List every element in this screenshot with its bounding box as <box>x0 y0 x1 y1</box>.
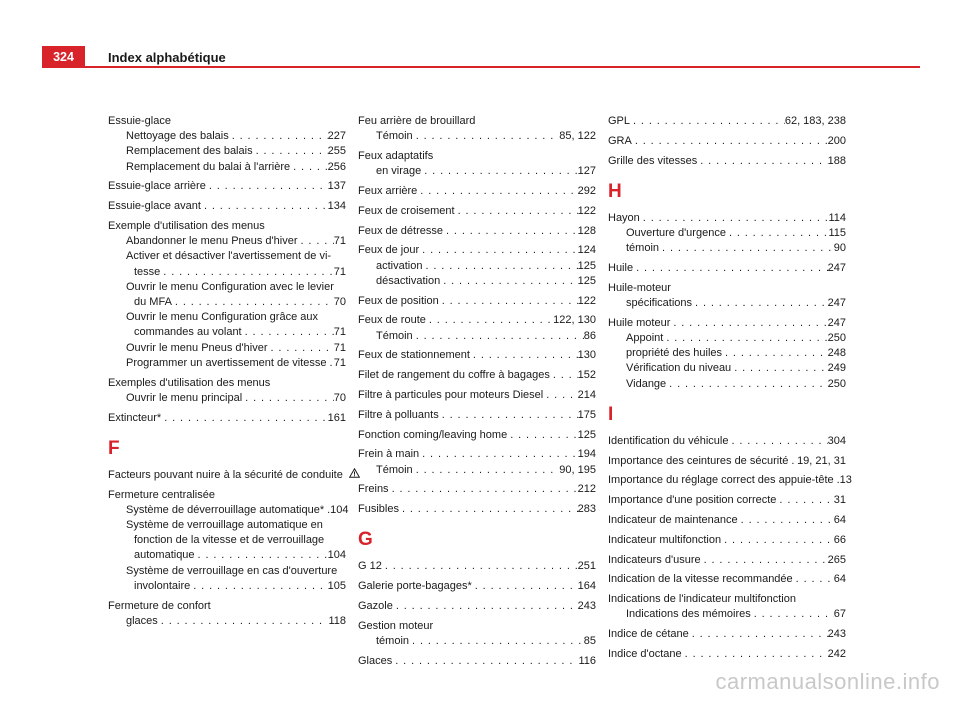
index-entry[interactable]: Hayon . . . 114 <box>608 211 846 226</box>
page-ref: 247 <box>827 297 846 309</box>
page-ref: 116 <box>578 654 596 667</box>
page-ref: 251 <box>577 560 596 573</box>
index-entry: Feux adaptatifs <box>358 150 434 162</box>
index-entry[interactable]: Indice de cétane . . . 243 <box>608 627 846 642</box>
page-ref: 250 <box>827 332 846 344</box>
page-ref: 90, 195 <box>559 463 596 476</box>
index-entry[interactable]: Essuie-glace arrière . . . 137 <box>108 179 346 194</box>
index-entry: Huile-moteur <box>608 281 671 294</box>
index-entry[interactable]: Importance des ceintures de sécurité . . . 19, 21, 31 <box>608 454 846 469</box>
page-ref: 247 <box>827 262 846 274</box>
page-ref: 256 <box>327 160 346 173</box>
index-entry[interactable]: Facteurs pouvant nuire à la sécurité de conduite <box>108 468 346 483</box>
index-entry[interactable]: Indicateur multifonction . . . 66 <box>608 533 846 548</box>
page-ref: 64 <box>833 514 846 526</box>
index-entry[interactable]: Grille des vitesses . . . 188 <box>608 154 846 169</box>
page-ref: 122 <box>577 204 596 217</box>
page-ref: 104 <box>327 549 346 562</box>
section-letter-i: I <box>608 403 614 425</box>
index-subentry[interactable]: Nettoyage des balais . . . 227 <box>108 129 346 144</box>
page-ref: 243 <box>577 599 596 612</box>
index-subentry[interactable]: Système de verrouillage en cas d'ouverture involontaire . . . 105 <box>108 564 346 594</box>
index-entry[interactable]: Glaces . . . 116 <box>358 654 596 669</box>
index-subentry[interactable]: Appoint . . . 250 <box>608 331 846 346</box>
index-entry[interactable]: Fusibles . . . 283 <box>358 502 596 517</box>
index-entry[interactable]: Feux de croisement . . . 122 <box>358 204 596 219</box>
page-ref: 164 <box>577 580 596 593</box>
page-ref: 85, 122 <box>559 130 596 143</box>
page-ref: 161 <box>327 411 346 424</box>
index-subentry[interactable]: propriété des huiles . . . 248 <box>608 346 846 361</box>
index-entry[interactable]: Indice d'octane . . . 242 <box>608 647 846 662</box>
index-column-2 <box>358 114 596 669</box>
index-subentry[interactable]: Programmer un avertissement de vitesse . . . 71 <box>108 356 346 371</box>
page-ref: 67 <box>833 608 846 621</box>
page-number: 324 <box>42 46 85 68</box>
section-letter-f: F <box>108 437 120 459</box>
page-ref: 114 <box>828 211 846 224</box>
page-ref: 31 <box>833 494 846 507</box>
index-subentry[interactable]: Système de verrouillage automatique en fonction de la vitesse et de verrouillage automatique . . . 104 <box>108 518 346 564</box>
page-ref: 104 <box>330 503 349 516</box>
page-ref: 90 <box>833 242 846 255</box>
index-subentry[interactable]: Remplacement des balais . . . 255 <box>108 144 346 159</box>
index-entry[interactable]: Feux de stationnement . . . 130 <box>358 348 596 363</box>
page-header <box>0 0 960 68</box>
page-ref: 194 <box>577 448 596 461</box>
page-ref: 125 <box>577 259 596 272</box>
index-entry[interactable]: Feux de route . . . 122, 130 <box>358 313 596 328</box>
index-entry[interactable]: Feux de détresse . . . 128 <box>358 224 596 239</box>
page-ref: 127 <box>577 165 596 178</box>
index-entry: Gestion moteur <box>358 619 434 632</box>
page-ref: 71 <box>333 326 346 339</box>
page-ref: 283 <box>577 503 596 516</box>
index-subentry[interactable]: en virage . . . 127 <box>358 164 596 179</box>
index-entry[interactable]: Filet de rangement du coffre à bagages . . . 152 <box>358 368 596 383</box>
index-entry[interactable]: Identification du véhicule . . . 304 <box>608 434 846 449</box>
index-subentry[interactable]: désactivation . . . 125 <box>358 274 596 289</box>
index-entry[interactable]: Indicateurs d'usure . . . 265 <box>608 553 846 568</box>
index-entry: Exemple d'utilisation des menus <box>108 220 265 232</box>
page-ref: 130 <box>577 349 596 362</box>
page-ref: 105 <box>327 579 346 592</box>
index-subentry[interactable]: Système de déverrouillage automatique* . . . 104 <box>108 503 346 518</box>
page-ref: 292 <box>577 185 596 197</box>
page-ref: 71 <box>333 235 346 248</box>
page-ref: 70 <box>333 391 346 404</box>
index-entry: Fermeture centralisée <box>108 488 215 501</box>
index-entry[interactable]: Extincteur* . . . 161 <box>108 411 346 426</box>
watermark: carmanualsonline.info <box>715 669 940 694</box>
page-ref: 124 <box>577 244 596 257</box>
index-subentry[interactable]: Ouvrir le menu principal . . . 70 <box>108 391 346 406</box>
page-ref: 212 <box>577 483 596 496</box>
page-ref: 85 <box>583 634 596 647</box>
section-letter-g: G <box>358 529 373 551</box>
index-subentry[interactable]: Remplacement du balai à l'arrière . . . 256 <box>108 160 346 175</box>
index-subentry[interactable]: Ouvrir le menu Pneus d'hiver . . . 71 <box>108 341 346 356</box>
page-ref: 115 <box>828 227 846 239</box>
page-title: Index alphabétique <box>108 50 226 65</box>
page-ref: 62, 183, 238 <box>784 115 846 127</box>
index-entry[interactable]: GRA . . . 200 <box>608 134 846 149</box>
page-ref: 137 <box>327 180 346 193</box>
index-entry[interactable]: Huile moteur . . . 247 <box>608 316 846 331</box>
index-column-1 <box>108 114 349 629</box>
page-ref: 128 <box>577 224 596 237</box>
page-ref: 188 <box>827 154 846 167</box>
index-subentry[interactable]: Ouvrir le menu Configuration avec le levier du MFA . . . 70 <box>108 280 346 310</box>
page-ref: 247 <box>827 316 846 329</box>
page-ref: 125 <box>577 274 596 287</box>
page-ref: 250 <box>827 377 846 390</box>
index-subentry[interactable]: Ouvrir le menu Configuration grâce aux commandes au volant . . . 71 <box>108 310 346 340</box>
index-entry[interactable]: GPL . . . 62, 183, 238 <box>608 114 846 129</box>
index-subentry[interactable]: Activer et désactiver l'avertissement de vi- tesse . . . 71 <box>108 249 346 279</box>
index-entry: Exemples d'utilisation des menus <box>108 376 271 389</box>
header-rule <box>85 66 920 68</box>
page-ref: 242 <box>827 647 846 660</box>
page-ref: 71 <box>333 265 346 278</box>
index-entry[interactable]: Fonction coming/leaving home . . . 125 <box>358 428 596 443</box>
page-ref: 71 <box>333 356 346 369</box>
page-ref: 243 <box>827 628 846 641</box>
index-subentry[interactable]: glaces . . . 118 <box>108 614 346 629</box>
index-column-3 <box>608 114 852 662</box>
index-entry: Feu arrière de brouillard <box>358 115 476 127</box>
page-ref: 118 <box>328 614 346 627</box>
index-entry[interactable]: Importance d'une position correcte . . . 31 <box>608 493 846 508</box>
index-entry[interactable]: Frein à main . . . 194 <box>358 447 596 462</box>
index-entry: Indications de l'indicateur multifonction <box>608 593 796 606</box>
index-subentry[interactable]: Vérification du niveau . . . 249 <box>608 361 846 376</box>
index-subentry[interactable]: témoin . . . 90 <box>608 241 846 256</box>
index-entry[interactable]: Feux de position . . . 122 <box>358 294 596 309</box>
index-entry: Essuie-glace <box>108 115 171 127</box>
page-ref: 19, 21, 31 <box>797 454 846 467</box>
index-entry[interactable]: Indicateur de maintenance . . . 64 <box>608 513 846 528</box>
page-ref: 66 <box>833 533 846 546</box>
page-ref: 255 <box>327 145 346 158</box>
page-ref: 122 <box>577 294 596 307</box>
index-entry[interactable]: Essuie-glace avant . . . 134 <box>108 199 346 214</box>
page-ref: 175 <box>577 408 596 421</box>
page-ref: 122, 130 <box>553 314 596 327</box>
index-subentry[interactable]: Vidange . . . 250 <box>608 377 846 392</box>
index-entry[interactable]: Galerie porte-bagages* . . . 164 <box>358 579 596 594</box>
index-entry[interactable]: Indication de la vitesse recommandée . . . 64 <box>608 572 846 587</box>
index-subentry[interactable]: spécifications . . . 247 <box>608 296 846 311</box>
page-ref: 152 <box>577 369 596 382</box>
page-ref: 265 <box>827 553 846 566</box>
index-entry[interactable]: Huile . . . 247 <box>608 261 846 276</box>
page-ref: 248 <box>827 347 846 360</box>
page-ref: 13 <box>839 474 852 487</box>
index-subentry[interactable]: activation . . . 125 <box>358 259 596 274</box>
index-subentry[interactable]: Témoin . . . 86 <box>358 329 596 344</box>
section-letter-h: H <box>608 180 622 202</box>
index-subentry[interactable]: témoin . . . 85 <box>358 634 596 649</box>
index-entry[interactable]: Feux de jour . . . 124 <box>358 243 596 258</box>
index-entry[interactable]: Filtre à polluants . . . 175 <box>358 408 596 423</box>
page-ref: 304 <box>827 434 846 447</box>
index-subentry[interactable]: Indications des mémoires . . . 67 <box>608 607 846 622</box>
index-subentry[interactable]: Ouverture d'urgence . . . 115 <box>608 226 846 241</box>
page-ref: 214 <box>577 388 596 401</box>
index-entry[interactable]: Filtre à particules pour moteurs Diesel . . . 214 <box>358 388 596 403</box>
page-ref: 70 <box>333 296 346 309</box>
index-subentry[interactable]: Abandonner le menu Pneus d'hiver . . . 71 <box>108 234 346 249</box>
page-ref: 86 <box>583 329 596 342</box>
page-ref: 64 <box>833 573 846 586</box>
index-entry[interactable]: Freins . . . 212 <box>358 482 596 497</box>
index-entry[interactable]: G 12 . . . 251 <box>358 559 596 574</box>
page-ref: 134 <box>327 200 346 213</box>
page-ref: 125 <box>577 428 596 441</box>
index-entry[interactable]: Importance du réglage correct des appuie-tête . . . 13 <box>608 473 846 488</box>
index-entry: Fermeture de confort <box>108 599 211 612</box>
page-ref: 227 <box>327 130 346 143</box>
index-subentry[interactable]: Témoin . . . 85, 122 <box>358 129 596 144</box>
page-ref: 200 <box>827 134 846 147</box>
index-subentry[interactable]: Témoin . . . 90, 195 <box>358 463 596 478</box>
page-ref: 71 <box>333 341 346 354</box>
index-entry[interactable]: Gazole . . . 243 <box>358 599 596 614</box>
page-ref: 249 <box>827 362 846 375</box>
index-entry[interactable]: Feux arrière . . . 292 <box>358 184 596 199</box>
